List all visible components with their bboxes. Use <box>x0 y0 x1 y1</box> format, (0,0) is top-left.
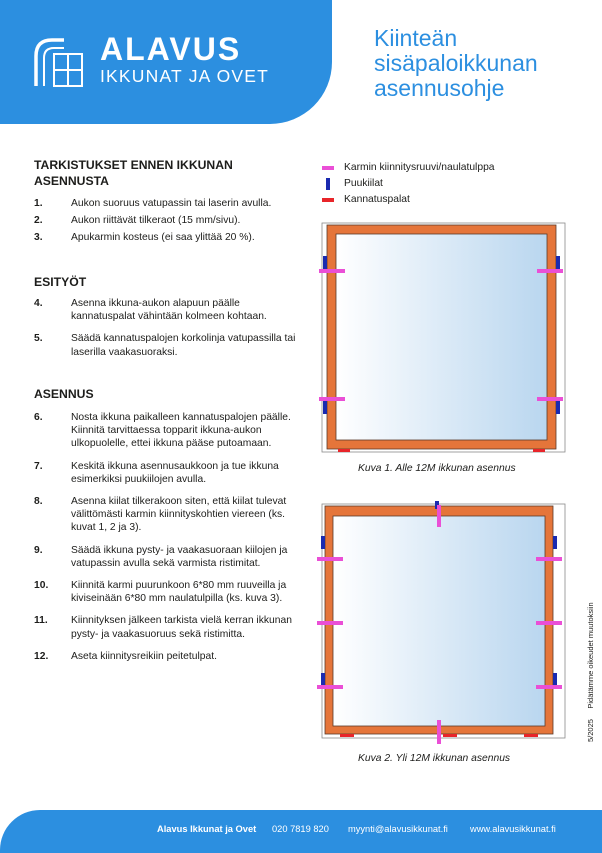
screw-mark <box>537 269 563 273</box>
step-text: Keskitä ikkuna asennusaukkoon ja tue ikkuna esimerkiksi puukiilojen avulla. <box>71 460 279 485</box>
section-heading-checks: TARKISTUKSET ENNEN IKKUNAN ASENNUSTA <box>34 158 233 188</box>
step-number: 7. <box>34 460 43 472</box>
step-number: 10. <box>34 580 49 592</box>
wedge-mark <box>553 673 557 686</box>
title-line-3: asennusohje <box>374 75 505 101</box>
window-glass <box>333 516 545 726</box>
wedge-mark <box>323 256 327 269</box>
step-item <box>34 297 296 323</box>
support-mark <box>338 449 350 452</box>
brand-tagline: IKKUNAT JA OVET <box>100 66 270 86</box>
wedge-mark <box>321 673 325 686</box>
screw-mark <box>437 505 441 527</box>
section-heading-prep: ESITYÖT <box>34 275 87 289</box>
support-swatch-icon <box>322 198 334 202</box>
step-text: Kiinnitä karmi puurunkoon 6*80 mm ruuveilla ja kiviseinään 6*80 mm naulatulpilla (ks. kuva 3). <box>71 580 287 605</box>
support-mark <box>524 734 538 737</box>
side-note-text: Pidätämme oikeudet muutoksiin <box>586 602 595 709</box>
screw-mark <box>319 269 345 273</box>
wedge-mark <box>321 536 325 549</box>
footer-website[interactable]: www.alavusikkunat.fi <box>470 824 556 834</box>
footer-phone[interactable]: 020 7819 820 <box>272 824 329 834</box>
step-item <box>34 614 296 640</box>
screw-mark <box>536 685 562 689</box>
screw-mark <box>437 720 441 744</box>
step-text: Säädä ikkuna pysty- ja vaakasuoraan kiilojen ja vatupassin avulla sekä varmista ristimitat. <box>71 544 288 569</box>
step-item <box>34 460 296 486</box>
figure-1-diagram <box>310 220 580 458</box>
step-text: Aseta kiinnitysreikiin peitetulpat. <box>71 650 217 662</box>
screw-swatch-icon <box>322 166 334 170</box>
wedge-mark <box>556 256 560 269</box>
step-item <box>34 197 296 210</box>
legend-item-wedge <box>322 176 495 192</box>
wedge-mark <box>323 401 327 414</box>
title-line-2: sisäpaloikkunan <box>374 50 538 76</box>
screw-mark <box>317 685 343 689</box>
side-note-date: 5/2025 <box>586 719 595 742</box>
section-heading-install: ASENNUS <box>34 387 94 401</box>
side-note <box>586 602 595 742</box>
step-item <box>34 650 296 663</box>
screw-mark <box>317 557 343 561</box>
screw-mark <box>317 621 343 625</box>
window-glass <box>336 234 547 440</box>
step-number: 11. <box>34 615 48 627</box>
legend-label: Puukiilat <box>344 178 383 189</box>
prep-list <box>34 297 296 368</box>
step-number: 3. <box>34 232 43 244</box>
legend <box>322 160 495 208</box>
install-list <box>34 411 296 672</box>
screw-mark <box>537 397 563 401</box>
figure-1-caption: Kuva 1. Alle 12M ikkunan asennus <box>358 463 516 474</box>
step-item <box>34 411 296 451</box>
step-number: 8. <box>34 496 43 508</box>
legend-label: Kannatuspalat <box>344 194 410 205</box>
legend-item-screw <box>322 160 495 176</box>
title-line-1: Kiinteän <box>374 25 458 51</box>
step-item <box>34 544 296 570</box>
step-text: Aukon suoruus vatupassin tai laserin avulla. <box>71 198 272 209</box>
screw-mark <box>319 397 345 401</box>
step-item <box>34 495 296 535</box>
step-number: 4. <box>34 298 43 309</box>
wedge-mark <box>553 536 557 549</box>
figure-2-diagram <box>310 500 580 745</box>
wedge-swatch-icon <box>326 178 330 190</box>
step-text: Asenna kiilat tilkerakoon siten, että kiilat tulevat välittömästi karmin kiinnityskohtien viereen (ks. kuvat 1, 2 ja 3). <box>71 496 287 534</box>
step-text: Kiinnityksen jälkeen tarkista vielä kerran ikkunan pysty- ja vaakasuoruus sekä ristimitta. <box>71 615 292 640</box>
footer-company: Alavus Ikkunat ja Ovet <box>157 824 257 834</box>
step-number: 5. <box>34 333 43 345</box>
screw-mark <box>536 621 562 625</box>
step-text: Säädä kannatuspalojen korkolinja vatupassilla tai laserilla vaakasuoraksi. <box>71 333 296 358</box>
step-item <box>34 579 296 605</box>
step-number: 6. <box>34 412 43 423</box>
figure-2-caption: Kuva 2. Yli 12M ikkunan asennus <box>358 753 511 764</box>
legend-item-support <box>322 192 495 208</box>
step-item <box>34 332 296 358</box>
step-item <box>34 214 296 227</box>
step-number: 9. <box>34 544 43 556</box>
support-mark <box>340 734 354 737</box>
brand-name: ALAVUS <box>100 31 242 67</box>
step-text: Asenna ikkuna-aukon alapuun päälle kannatuspalat vähintään kolmeen kohtaan. <box>71 298 267 323</box>
step-number: 1. <box>34 198 43 209</box>
step-text: Aukon riittävät tilkeraot (15 mm/sivu). <box>71 215 241 227</box>
checks-list <box>34 197 296 249</box>
footer-email[interactable]: myynti@alavusikkunat.fi <box>348 824 448 834</box>
support-mark <box>443 734 457 737</box>
alavus-logo-icon <box>34 38 86 88</box>
step-text: Nosta ikkuna paikalleen kannatuspalojen päälle. Kiinnitä tarvittaessa topparit ikkuna-aukon ulkopuolelle, ettei ikkuna pääse putoamaan. <box>71 412 291 450</box>
wedge-mark <box>556 401 560 414</box>
legend-label: Karmin kiinnitysruuvi/naulatulppa <box>344 162 495 173</box>
screw-mark <box>536 557 562 561</box>
document-title <box>374 26 584 101</box>
step-text: Apukarmin kosteus (ei saa ylittää 20 %). <box>71 232 255 244</box>
step-number: 2. <box>34 215 43 227</box>
support-mark <box>533 449 545 452</box>
step-number: 12. <box>34 650 49 662</box>
step-item <box>34 231 296 244</box>
